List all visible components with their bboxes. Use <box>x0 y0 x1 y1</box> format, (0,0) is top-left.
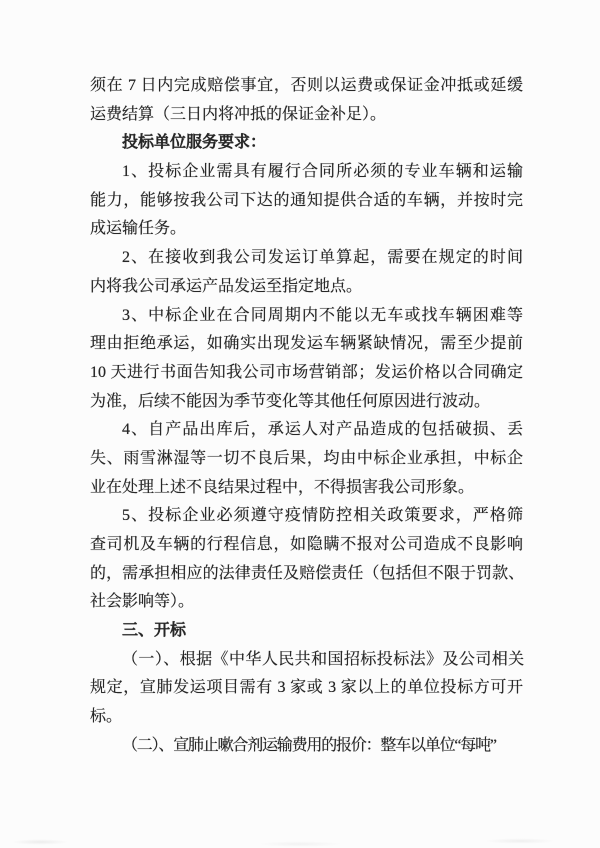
text-line: 3、中标企业在合同周期内不能以无车或找车辆困难等 <box>122 306 523 324</box>
text-line: 10 天进行书面告知我公司市场营销部；发运价格以合同确定 <box>90 363 523 381</box>
text-line: 理由拒绝承运，如确实出现发运车辆紧缺情况，需至少提前 <box>90 335 523 353</box>
text-line: 能力，能够按我公司下达的通知提供合适的车辆，并按时完 <box>90 191 523 209</box>
text-line: 社会影响等）。 <box>90 593 195 611</box>
text-line: 内将我公司承运产品发运至指定地点。 <box>90 277 363 295</box>
text-line: 查司机及车辆的行程信息，如隐瞒不报对公司造成不良影响 <box>90 536 523 553</box>
text-line: （二）、宣肺止嗽合剂运输费用的报价：整车以单位“每吨” <box>122 736 496 754</box>
text-line: 2、在接收到我公司发运订单算起，需要在规定的时间 <box>122 249 523 267</box>
text-line: 1、投标企业需具有履行合同所必须的专业车辆和运输 <box>122 163 523 181</box>
text-line: 须在 7 日内完成赔偿事宜，否则以运费或保证金冲抵或延缓 <box>90 77 523 94</box>
text-line: （一）、根据《中华人民共和国招标投标法》及公司相关 <box>122 650 523 668</box>
text-line: 为准，后续不能因为季节变化等其他任何原因进行波动。 <box>90 392 491 410</box>
text-line: 规定，宣肺发运项目需有 3 家或 3 家以上的单位投标方可开 <box>90 679 523 697</box>
text-line: 业在处理上述不良结果过程中，不得损害我公司形象。 <box>90 478 475 496</box>
heading-line: 投标单位服务要求： <box>122 134 267 152</box>
text-line: 运费结算（三日内将冲抵的保证金补足）。 <box>90 105 387 123</box>
text-line: 成运输任务。 <box>90 220 187 238</box>
text-line: 5、投标企业必须遵守疫情防控相关政策要求，严格筛 <box>122 507 523 525</box>
heading-line: 三、开标 <box>122 622 187 640</box>
text-line: 4、自产品出库后，承运人对产品造成的包括破损、丢 <box>122 421 523 439</box>
text-line: 标。 <box>90 708 123 726</box>
document-text-block <box>90 72 523 761</box>
text-line: 的，需承担相应的法律责任及赔偿责任（包括但不限于罚款、 <box>90 564 523 582</box>
text-line: 失、雨雪淋湿等一切不良后果，均由中标企业承担，中标企 <box>90 449 523 467</box>
